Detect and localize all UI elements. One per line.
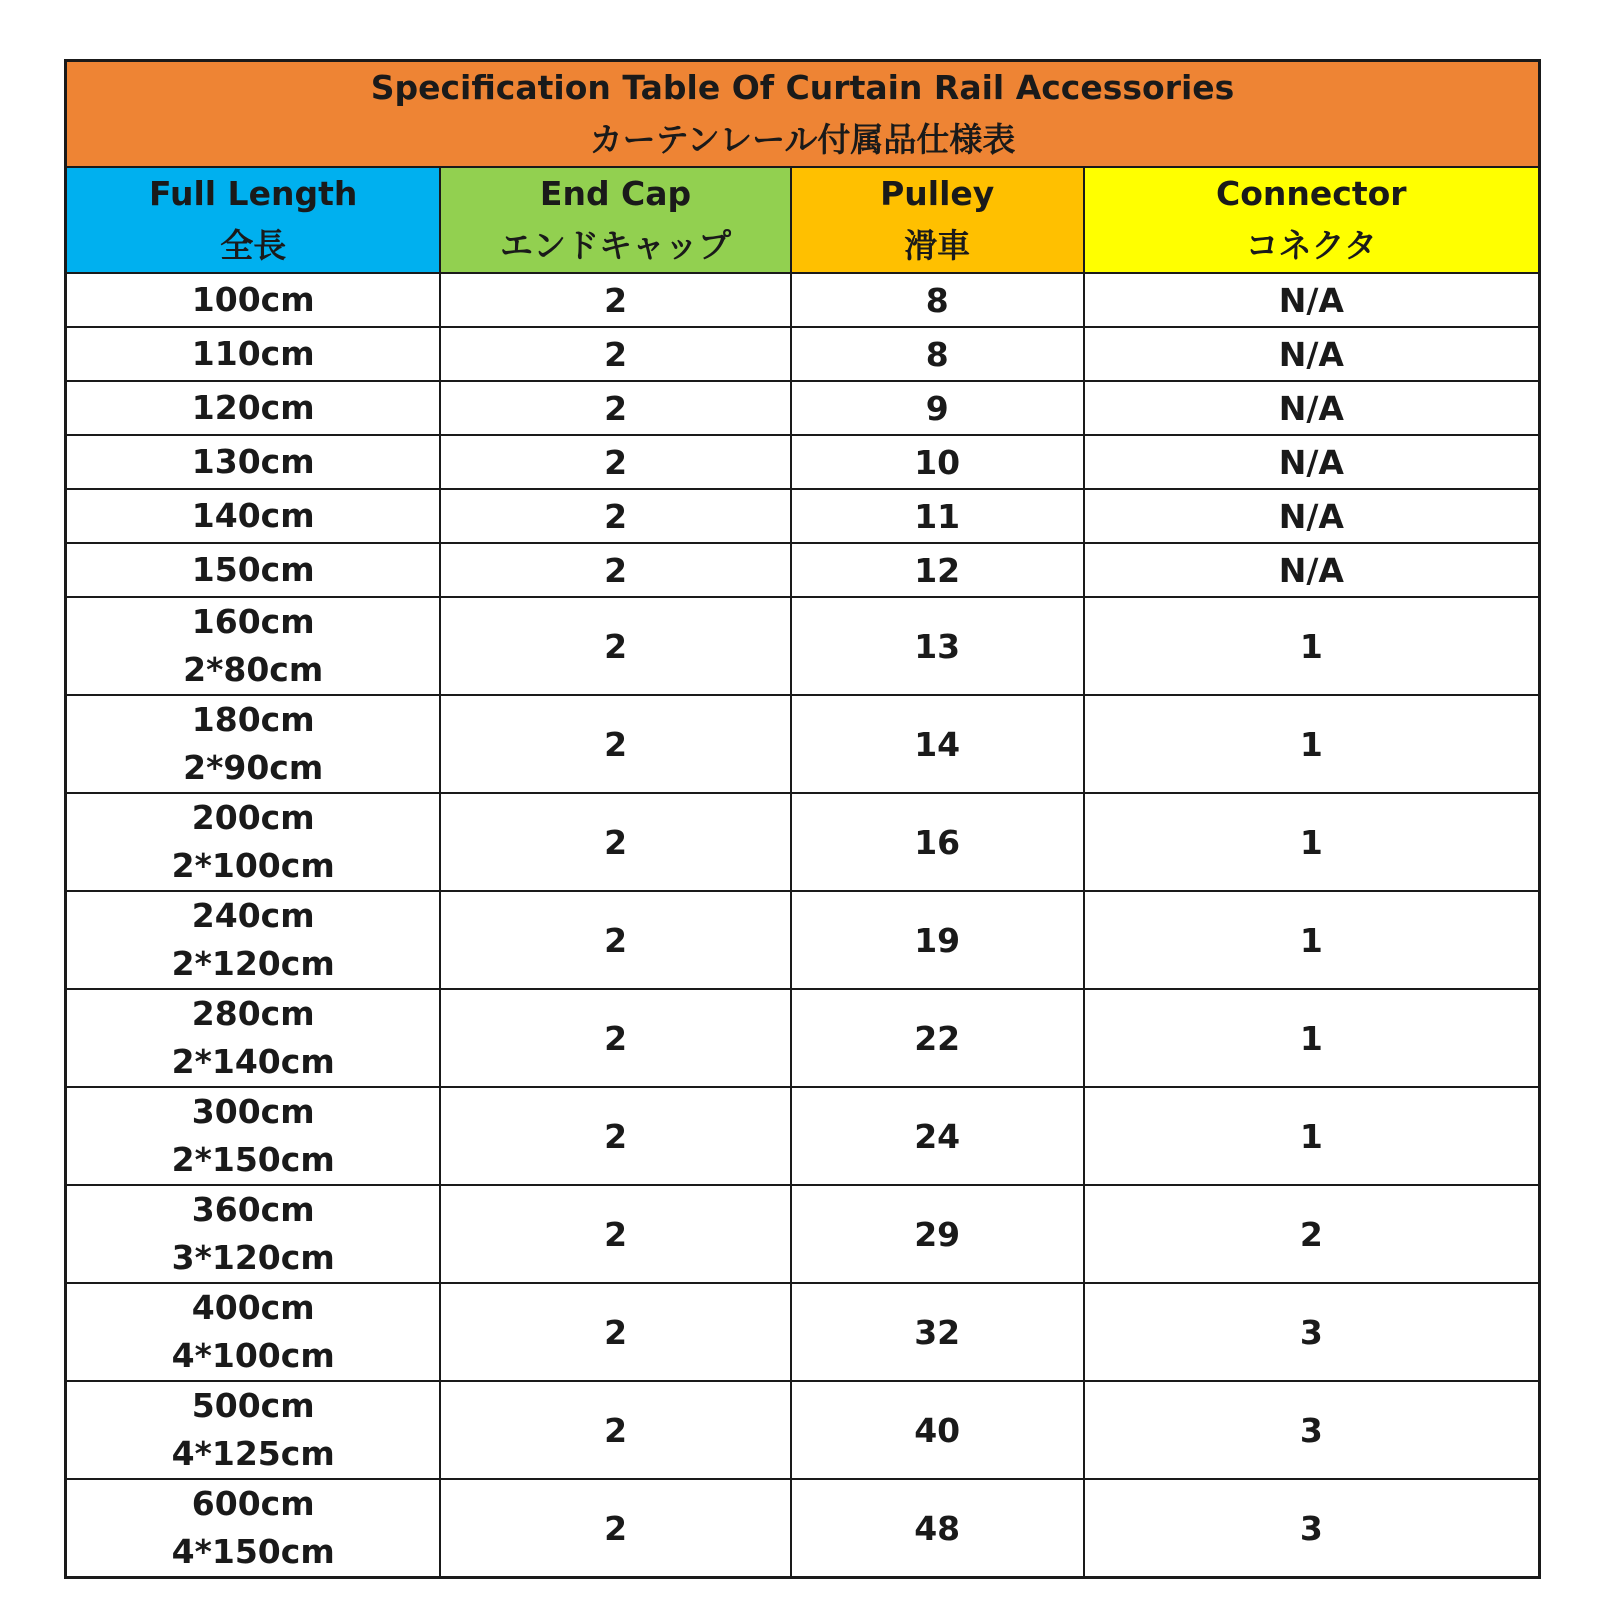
cell-end-cap: 2 (440, 1185, 790, 1283)
cell-pulley: 8 (791, 273, 1084, 327)
cell-full-length (66, 273, 441, 327)
cell-connector: 1 (1084, 695, 1540, 793)
length-value: 400cm (191, 1288, 315, 1327)
cell-connector: N/A (1084, 489, 1540, 543)
cell-connector: N/A (1084, 327, 1540, 381)
cell-end-cap: 2 (440, 989, 790, 1087)
table-row (66, 273, 1540, 327)
table-row (66, 1381, 1540, 1479)
cell-pulley: 13 (791, 597, 1084, 695)
length-value: 160cm (191, 602, 315, 641)
cell-connector: 2 (1084, 1185, 1540, 1283)
cell-full-length (66, 1283, 441, 1381)
table-row (66, 1479, 1540, 1578)
table-row (66, 989, 1540, 1087)
cell-connector: N/A (1084, 381, 1540, 435)
header-pulley-jp: 滑車 (904, 226, 971, 265)
cell-connector: 1 (1084, 793, 1540, 891)
cell-full-length (66, 695, 441, 793)
header-pulley-en: Pulley (880, 174, 995, 213)
cell-pulley: 14 (791, 695, 1084, 793)
length-value: 500cm (191, 1386, 315, 1425)
table-title (66, 61, 1540, 168)
length-split-value: 2*150cm (171, 1140, 335, 1179)
length-value: 140cm (191, 496, 315, 535)
length-split-value: 4*125cm (171, 1434, 335, 1473)
cell-end-cap: 2 (440, 1479, 790, 1578)
cell-end-cap: 2 (440, 1087, 790, 1185)
cell-pulley: 40 (791, 1381, 1084, 1479)
header-connector (1084, 167, 1540, 273)
length-value: 600cm (191, 1484, 315, 1523)
cell-full-length (66, 489, 441, 543)
length-value: 240cm (191, 896, 315, 935)
cell-end-cap: 2 (440, 489, 790, 543)
cell-pulley: 24 (791, 1087, 1084, 1185)
cell-pulley: 32 (791, 1283, 1084, 1381)
length-value: 150cm (191, 550, 315, 589)
length-value: 180cm (191, 700, 315, 739)
table-row (66, 793, 1540, 891)
length-split-value: 2*90cm (183, 748, 324, 787)
cell-end-cap: 2 (440, 381, 790, 435)
length-value: 280cm (191, 994, 315, 1033)
length-value: 130cm (191, 442, 315, 481)
header-full-length (66, 167, 441, 273)
cell-connector: 1 (1084, 597, 1540, 695)
header-row (66, 167, 1540, 273)
cell-end-cap: 2 (440, 597, 790, 695)
header-connector-en: Connector (1216, 174, 1407, 213)
table-row (66, 543, 1540, 597)
cell-end-cap: 2 (440, 543, 790, 597)
cell-pulley: 8 (791, 327, 1084, 381)
table-row (66, 695, 1540, 793)
cell-connector: N/A (1084, 273, 1540, 327)
header-end-cap (440, 167, 790, 273)
cell-pulley: 9 (791, 381, 1084, 435)
cell-pulley: 16 (791, 793, 1084, 891)
length-split-value: 4*150cm (171, 1532, 335, 1571)
table-row (66, 1087, 1540, 1185)
cell-connector: 1 (1084, 989, 1540, 1087)
cell-full-length (66, 1087, 441, 1185)
cell-full-length (66, 543, 441, 597)
table-row (66, 435, 1540, 489)
header-connector-jp: コネクタ (1245, 226, 1377, 265)
cell-connector: 1 (1084, 1087, 1540, 1185)
header-end-cap-en: End Cap (539, 174, 692, 213)
cell-pulley: 22 (791, 989, 1084, 1087)
cell-end-cap: 2 (440, 793, 790, 891)
length-split-value: 2*120cm (171, 944, 335, 983)
cell-full-length (66, 435, 441, 489)
cell-pulley: 10 (791, 435, 1084, 489)
title-row (66, 61, 1540, 168)
cell-pulley: 19 (791, 891, 1084, 989)
cell-end-cap: 2 (440, 327, 790, 381)
cell-full-length (66, 327, 441, 381)
cell-pulley: 29 (791, 1185, 1084, 1283)
header-pulley (791, 167, 1084, 273)
header-end-cap-jp: エンドキャップ (500, 226, 732, 265)
cell-full-length (66, 597, 441, 695)
table-row (66, 327, 1540, 381)
cell-end-cap: 2 (440, 435, 790, 489)
cell-end-cap: 2 (440, 891, 790, 989)
table-body (66, 273, 1540, 1578)
length-value: 120cm (191, 388, 315, 427)
cell-pulley: 48 (791, 1479, 1084, 1578)
cell-pulley: 12 (791, 543, 1084, 597)
table-row (66, 891, 1540, 989)
table-row (66, 381, 1540, 435)
cell-connector: 1 (1084, 891, 1540, 989)
length-split-value: 2*80cm (183, 650, 324, 689)
length-split-value: 2*100cm (171, 846, 335, 885)
table-row (66, 489, 1540, 543)
length-split-value: 3*120cm (171, 1238, 335, 1277)
cell-connector: 3 (1084, 1479, 1540, 1578)
table-row (66, 1283, 1540, 1381)
cell-connector: 3 (1084, 1283, 1540, 1381)
table-row (66, 1185, 1540, 1283)
cell-end-cap: 2 (440, 695, 790, 793)
cell-end-cap: 2 (440, 273, 790, 327)
table-title-en: Specification Table Of Curtain Rail Accessories (370, 68, 1235, 107)
length-split-value: 2*140cm (171, 1042, 335, 1081)
cell-full-length (66, 891, 441, 989)
cell-full-length (66, 1185, 441, 1283)
length-value: 110cm (191, 334, 315, 373)
cell-full-length (66, 989, 441, 1087)
cell-full-length (66, 1479, 441, 1578)
length-value: 360cm (191, 1190, 315, 1229)
header-full-length-en: Full Length (149, 174, 358, 213)
cell-pulley: 11 (791, 489, 1084, 543)
header-full-length-jp: 全長 (220, 226, 287, 265)
length-value: 200cm (191, 798, 315, 837)
table-row (66, 597, 1540, 695)
cell-full-length (66, 381, 441, 435)
cell-connector: N/A (1084, 543, 1540, 597)
cell-connector: N/A (1084, 435, 1540, 489)
cell-end-cap: 2 (440, 1283, 790, 1381)
cell-full-length (66, 1381, 441, 1479)
cell-connector: 3 (1084, 1381, 1540, 1479)
length-value: 100cm (191, 280, 315, 319)
cell-full-length (66, 793, 441, 891)
cell-end-cap: 2 (440, 1381, 790, 1479)
spec-table (64, 59, 1541, 1579)
length-split-value: 4*100cm (171, 1336, 335, 1375)
table-title-jp: カーテンレール付属品仕様表 (589, 120, 1016, 159)
length-value: 300cm (191, 1092, 315, 1131)
